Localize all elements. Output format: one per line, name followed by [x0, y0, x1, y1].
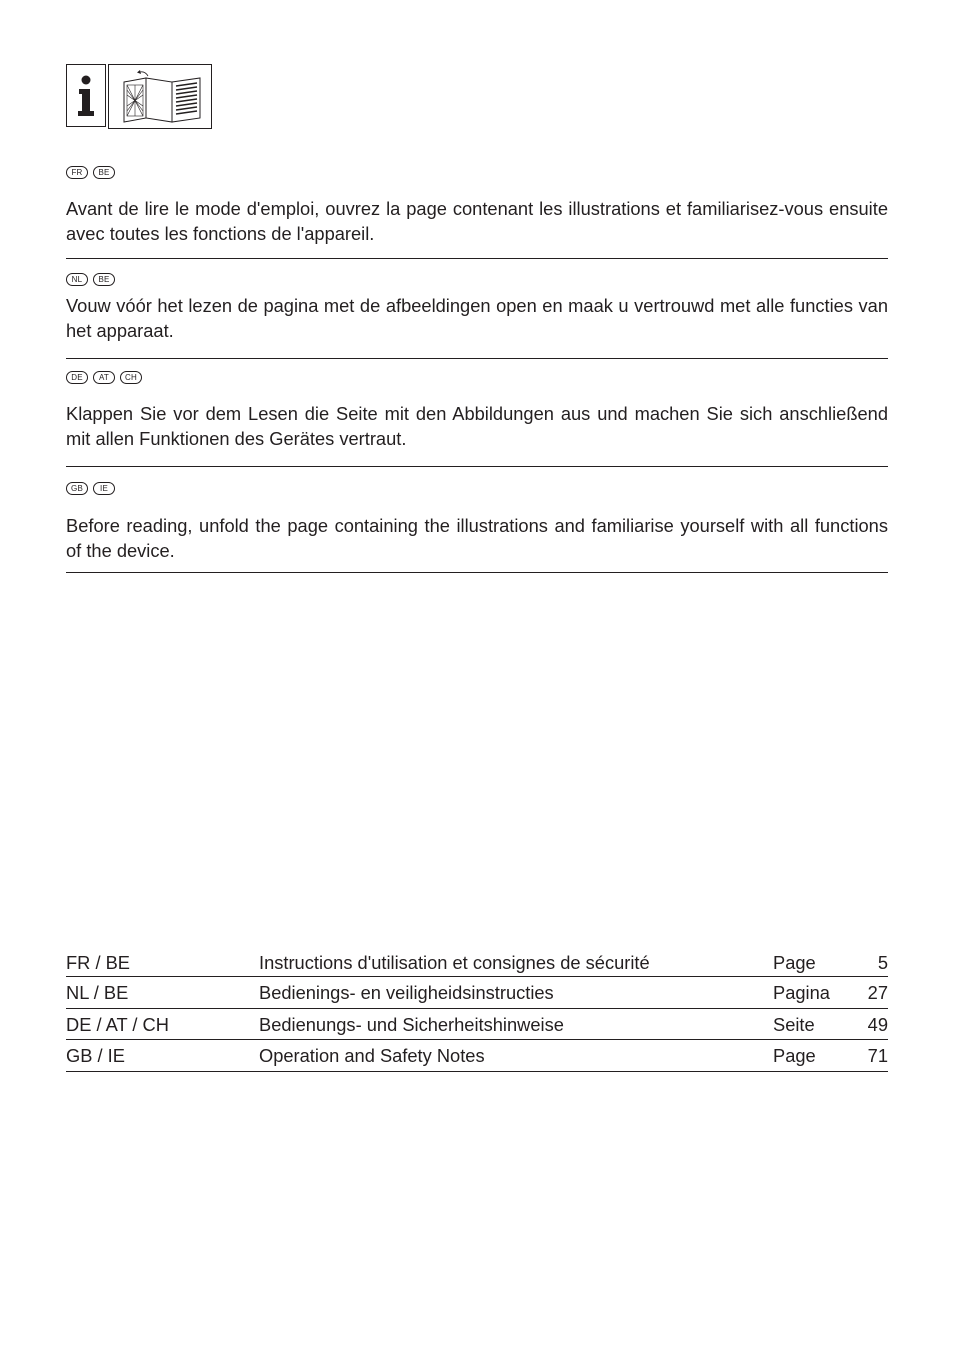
unfold-booklet-icon [108, 64, 212, 129]
toc-page-number: 5 [877, 951, 888, 973]
country-badge: FR [66, 166, 88, 179]
country-badge: GB [66, 482, 88, 495]
toc-row[interactable] [66, 947, 888, 977]
section-divider [66, 572, 888, 573]
toc-row[interactable] [66, 1040, 888, 1072]
toc-page-number: 71 [867, 1045, 888, 1067]
country-badge: DE [66, 371, 88, 384]
toc-language: FR / BE [66, 951, 130, 973]
country-badge: CH [120, 371, 142, 384]
table-of-contents [66, 947, 888, 1072]
toc-language: DE / AT / CH [66, 1013, 169, 1035]
section-de-at-ch [66, 371, 888, 451]
section-divider [66, 466, 888, 467]
toc-page-label: Pagina [773, 982, 830, 1004]
instruction-text: Vouw vóór het lezen de pagina met de afbeeldingen open en maak u vertrouwd met alle functies van het apparaat. [66, 295, 888, 341]
country-badge: IE [93, 482, 115, 495]
toc-page-label: Page [773, 1045, 816, 1067]
toc-row[interactable] [66, 977, 888, 1009]
info-icon [66, 64, 106, 127]
country-badge: BE [93, 166, 115, 179]
country-flags [66, 371, 888, 386]
country-flags [66, 273, 888, 288]
country-badge: NL [66, 273, 88, 286]
toc-page-number: 49 [867, 1013, 888, 1035]
section-gb-ie [66, 482, 888, 563]
toc-page-label: Page [773, 951, 816, 973]
section-nl-be [66, 273, 888, 343]
instruction-text: Klappen Sie vor dem Lesen die Seite mit den Abbildungen aus und machen Sie sich anschließend mit allen Funktionen des Gerätes vertraut. [66, 403, 888, 449]
toc-language: NL / BE [66, 982, 129, 1004]
toc-title: Instructions d'utilisation et consignes de sécurité [259, 951, 650, 973]
country-flags [66, 166, 888, 181]
toc-page-number: 27 [867, 982, 888, 1004]
country-badge: BE [93, 273, 115, 286]
toc-row[interactable] [66, 1009, 888, 1041]
toc-title: Operation and Safety Notes [259, 1045, 485, 1067]
section-divider [66, 358, 888, 359]
info-pictograms [66, 64, 212, 129]
toc-title: Bedienungs- und Sicherheitshinweise [259, 1013, 564, 1035]
toc-language: GB / IE [66, 1045, 125, 1067]
section-fr-be [66, 166, 888, 246]
country-badge: AT [93, 371, 115, 384]
toc-title: Bedienings- en veiligheidsinstructies [259, 982, 554, 1004]
instruction-text: Avant de lire le mode d'emploi, ouvrez la page contenant les illustrations et familiarisez-vous ensuite avec toutes les fonctions de l'appareil. [66, 198, 888, 244]
toc-page-label: Seite [773, 1013, 815, 1035]
section-divider [66, 258, 888, 259]
country-flags [66, 482, 888, 497]
instruction-text: Before reading, unfold the page containing the illustrations and familiarise yourself with all functions of the device. [66, 515, 888, 561]
